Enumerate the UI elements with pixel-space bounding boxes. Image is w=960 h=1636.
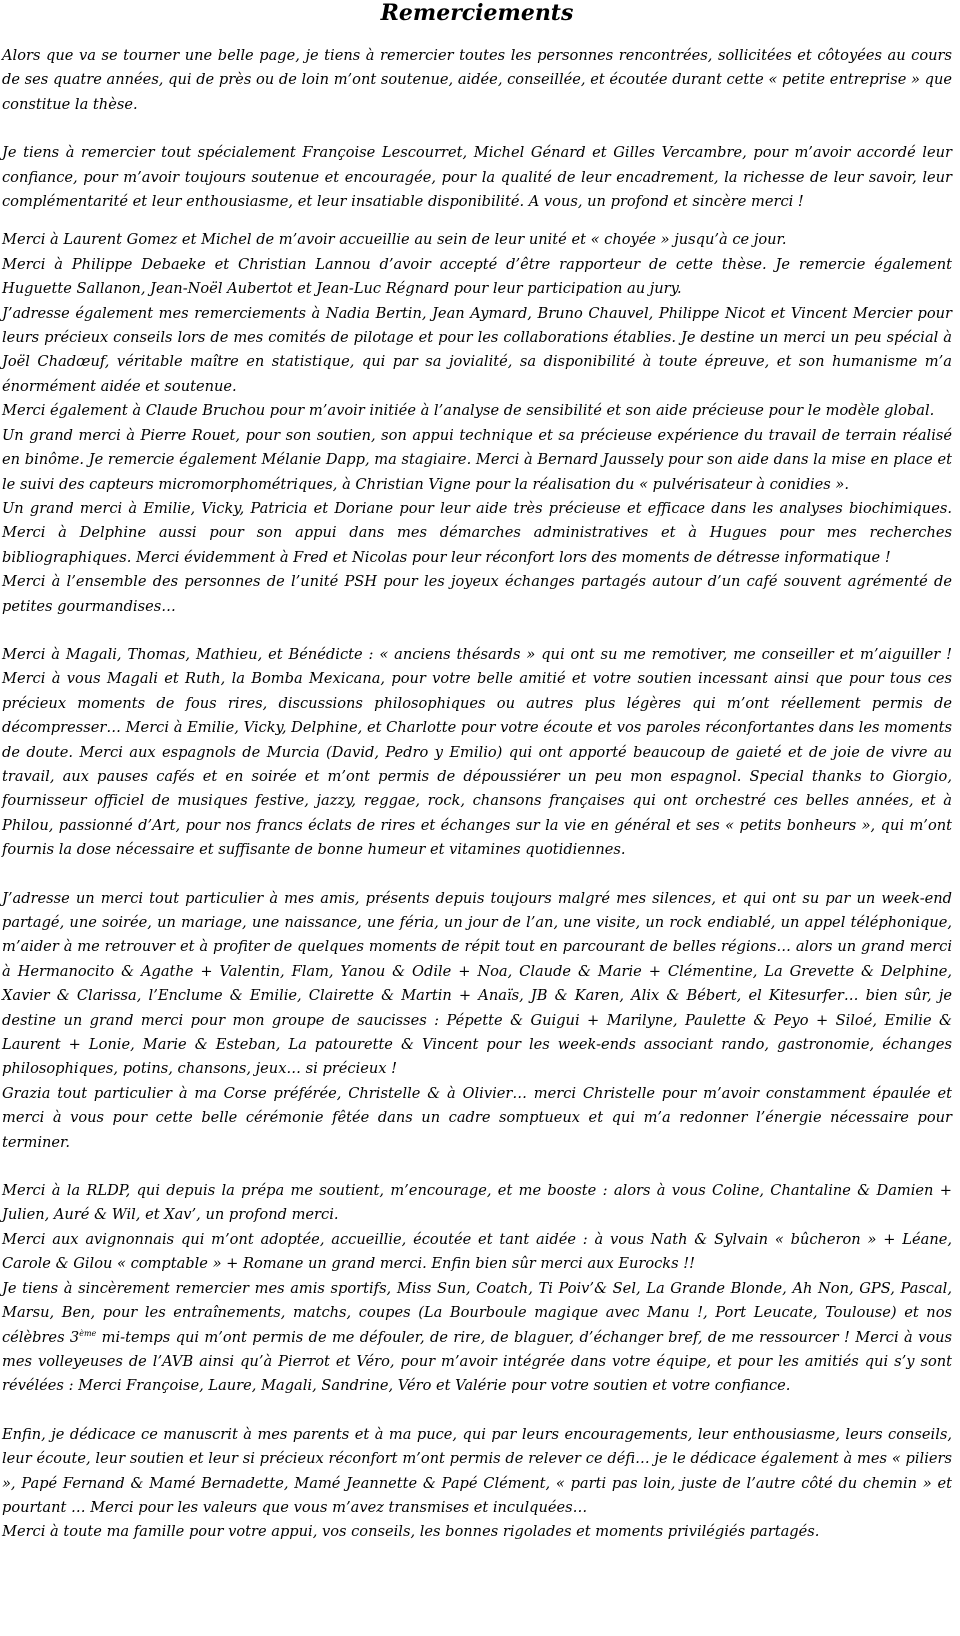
paragraph-jury: Merci à Philippe Debaeke et Christian Lannou d’avoir accepté d’être rapporteur de cette thèse. Je remercie également Huguette Sallanon, Jean-Noël Aubertot et Jean-Luc Régnard pour leur participation au jury. <box>2 255 952 298</box>
paragraph-unit-heads: Merci à Laurent Gomez et Michel de m’avoir accueillie au sein de leur unité et « choyée » jusqu’à ce jour. <box>2 231 787 249</box>
paragraph-psh-unit: Merci à l’ensemble des personnes de l’unité PSH pour les joyeux échanges partagés autour d’un café souvent agrémenté de petites gourmandises… <box>2 573 952 615</box>
paragraph-committee: J’adresse également mes remerciements à Nadia Bertin, Jean Aymard, Bruno Chauvel, Philippe Nicot et Vincent Mercier pour leurs précieux conseils lors de mes comités de pilotage et pour les collaborations établies. Je destine un merci un peu spécial à Joël Chadœuf, véritable maître en statistique, qui par sa jovialité, sa disponibilité à toute épreuve, et son humanisme m’a énormément aidée et soutenue. <box>2 304 952 395</box>
paragraph-colleagues: Merci à Magali, Thomas, Mathieu, et Bénédicte : « anciens thésards » qui ont su me remotiver, me conseiller et m’aiguiller ! Merci à vous Magali et Ruth, la Bomba Mexicana, pour votre belle amitié et votre soutien incessant ainsi que pour tous ces précieux moments de fous rires, discussions philosophiques ou autres plus légères qui m’ont réellement permis de décompresser… Merci à Emilie, Vicky, Delphine, et Charlotte pour votre écoute et vos paroles réconfortantes dans les moments de doute. Merci aux espagnols de Murcia (David, Pedro y Emilio) qui ont apporté beaucoup de gaieté et de joie de vivre au travail, aux pauses cafés et en soirée et m’ont permis de dépoussiérer un peu mon espagnol. Special thanks to Giorgio, fournisseur officiel de musiques festive, jazzy, reggae, rock, chansons françaises qui ont orchestré ces belles années, et à Philou, passionné d’Art, pour nos francs éclats de rires et échanges sur la vie en général et ses « petits bonheurs », qui m’ont fournis la dose nécessaire et suffisante de bonne humeur et vitamines quotidiennes. <box>2 645 952 859</box>
page-title: Remerciements <box>380 0 574 26</box>
sports-text-b: mi-temps qui m’ont permis de me défouler, de rire, de blaguer, d’échanger bref, de me ressourcer ! Merci à vous mes volleyeuses de l’AVB ainsi qu’à Pierrot et Véro, pour m’avoir intégrée dans votre équipe, et pour les amitiés qui s’y sont révélées : Merci Françoise, Laure, Magali, Sandrine, Véro et Valérie pour votre soutien et votre confiance. <box>2 1328 952 1395</box>
paragraph-family-thanks: Merci à toute ma famille pour votre appui, vos conseils, les bonnes rigolades et moments privilégiés partagés. <box>2 1523 820 1541</box>
paragraph-technical: Un grand merci à Pierre Rouet, pour son soutien, son appui technique et sa précieuse expérience du travail de terrain réalisé en binôme. Je remercie également Mélanie Dapp, ma stagiaire. Merci à Bernard Jaussely pour son aide dans la mise en place et le suivi des capteurs micromorphométriques, à Christian Vigne pour la réalisation du « pulvérisateur à conidies ». <box>2 426 952 493</box>
superscript-eme: ème <box>79 1328 97 1338</box>
sports-text-a: Je tiens à sincèrement remercier mes amis sportifs, Miss Sun, Coatch, Ti Poiv’& Sel, La Grande Blonde, Ah Non, GPS, Pascal, Marsu, Ben, pour les entraînements, matchs, coupes (La Bourboule magique avec Manu !, Port Leucate, Toulouse) et nos célèbres 3 <box>2 1279 952 1346</box>
paragraph-intro: Alors que va se tourner une belle page, je tiens à remercier toutes les personnes rencontrées, sollicitées et côtoyées au cours de ses quatre années, qui de près ou de loin m’ont soutenue, aidée, conseillée, et écoutée durant cette « petite entreprise » que constitue la thèse. <box>2 47 952 113</box>
paragraph-biochem: Un grand merci à Emilie, Vicky, Patricia et Doriane pour leur aide très précieuse et efficace dans les analyses biochimiques. Merci à Delphine aussi pour son appui dans mes démarches administratives et à Hugues pour mes recherches bibliographiques. Merci évidemment à Fred et Nicolas pour leur réconfort lors des moments de détresse informatique ! <box>2 499 952 566</box>
paragraph-friends: J’adresse un merci tout particulier à mes amis, présents depuis toujours malgré mes silences, et qui ont su par un week-end partagé, une soirée, un mariage, une naissance, une féria, un jour de l’an, une visite, un rock endiablé, un appel téléphonique, m’aider à me retrouver et à profiter de quelques moments de répit tout en parcourant de belles régions… alors un grand merci à Hermanocito & Agathe + Valentin, Flam, Yanou & Odile + Noa, Claude & Marie + Clémentine, La Grevette & Delphine, Xavier & Clarissa, l’Enclume & Emilie, Clairette & Martin + Anaïs, JB & Karen, Alix & Bébert, el Kitesurfer… bien sûr, je destine un grand merci pour mon groupe de saucisses : Pépette & Guigui + Marilyne, Paulette & Peyo + Siloé, Emilie & Laurent + Lonie, Marie & Esteban, La patourette & Vincent pour les week-ends associant rando, gastronomie, échanges philosophiques, potins, chansons, jeux… si précieux ! <box>2 889 952 1078</box>
paragraph-avignon: Merci aux avignonnais qui m’ont adoptée, accueillie, écoutée et tant aidée : à vous Nath & Sylvain « bûcheron » + Léane, Carole & Gilou « comptable » + Romane un grand merci. Enfin bien sûr merci aux Eurocks !! <box>2 1230 952 1273</box>
paragraph-supervisors: Je tiens à remercier tout spécialement Françoise Lescourret, Michel Génard et Gilles Vercambre, pour m’avoir accordé leur confiance, pour m’avoir toujours soutenue et encouragée, pour la qualité de leur encadrement, la richesse de leur savoir, leur complémentarité et leur enthousiasme, et leur insatiable disponibilité. A vous, un profond et sincère merci ! <box>2 144 952 211</box>
paragraph-rldp: Merci à la RLDP, qui depuis la prépa me soutient, m’encourage, et me booste : alors à vous Coline, Chantaline & Damien + Julien, Auré & Wil, et Xav’, un profond merci. <box>2 1182 952 1224</box>
paragraph-sensitivity: Merci également à Claude Bruchou pour m’avoir initiée à l’analyse de sensibilité et son aide précieuse pour le modèle global. <box>2 402 935 420</box>
paragraph-sports <box>2 1277 952 1399</box>
paragraph-corse: Grazia tout particulier à ma Corse préférée, Christelle & à Olivier… merci Christelle pour m’avoir constamment épaulée et merci à vous pour cette belle cérémonie fêtée dans un cadre somptueux et qui m’a redonner l’énergie nécessaire pour terminer. <box>2 1084 952 1151</box>
paragraph-family-dedication: Enfin, je dédicace ce manuscrit à mes parents et à ma puce, qui par leurs encouragements, leur enthousiasme, leurs conseils, leur écoute, leur soutien et leur si précieux réconfort m’ont permis de relever ce défi… je le dédicace également à mes « piliers », Papé Fernand & Mamé Bernadette, Mamé Jeannette & Papé Clément, « parti pas loin, juste de l’autre côté du chemin » et pourtant … Merci pour les valeurs que vous m’avez transmises et inculquées… <box>2 1425 952 1516</box>
